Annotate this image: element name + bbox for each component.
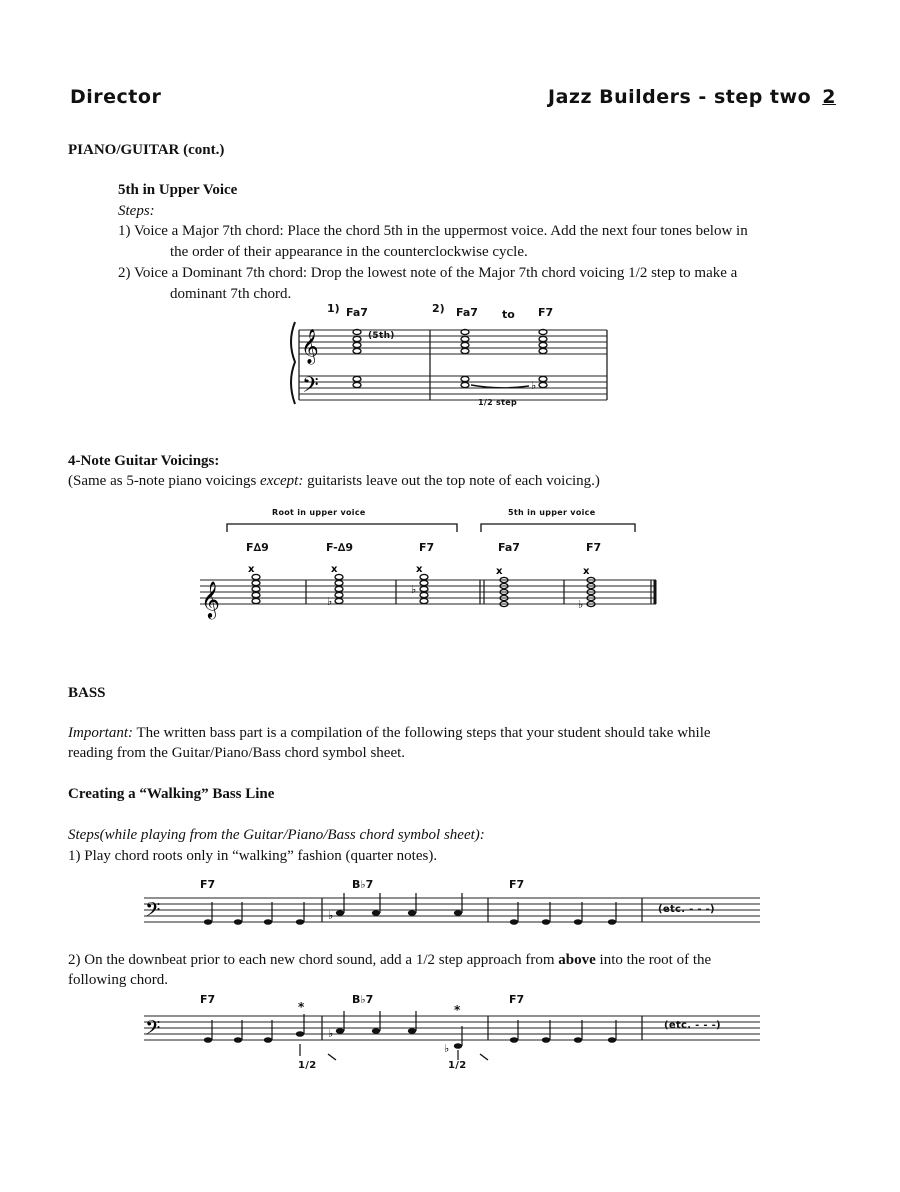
approach-arrow-1 bbox=[328, 1054, 336, 1060]
fifth-label: (5th) bbox=[368, 331, 395, 341]
guitar-chord-5: F7 bbox=[586, 541, 602, 554]
guitar-voicings-note bbox=[68, 471, 600, 492]
walking-step2-pre: 2) On the downbeat prior to each new chord sound, add a 1/2 step approach from bbox=[68, 952, 559, 968]
treble-staff-lines bbox=[299, 330, 607, 354]
guitar-chord-1: F∆9 bbox=[246, 541, 269, 554]
bass2-clef-icon: 𝄢 bbox=[145, 1016, 161, 1044]
bass1-chord-2: B♭7 bbox=[352, 878, 374, 891]
walking-bass-heading: Creating a “Walking” Bass Line bbox=[68, 786, 275, 802]
svg-text:x: x bbox=[496, 566, 503, 577]
header-left: Director bbox=[70, 86, 162, 108]
guitar-note-pre: (Same as 5-note piano voicings bbox=[68, 473, 261, 489]
bass1-measure-3-notes bbox=[510, 902, 616, 925]
bass-staff-lines bbox=[299, 376, 607, 400]
bass-staff-1 bbox=[142, 892, 764, 940]
bass2-chord-3: F7 bbox=[509, 993, 525, 1006]
piano-step1-line2: the order of their appearance in the counterclockwise cycle. bbox=[170, 244, 528, 260]
svg-text:♭: ♭ bbox=[328, 909, 334, 922]
walking-step2-post: into the root of the bbox=[595, 952, 712, 968]
bass2-etc: (etc. - - -) bbox=[664, 1020, 721, 1031]
bass1-staff-lines bbox=[144, 898, 760, 922]
steps-label: Steps: bbox=[118, 203, 155, 219]
svg-text:x: x bbox=[331, 564, 338, 575]
chord-symbol-fa7-a: Fa7 bbox=[346, 306, 368, 319]
example-number-2: 2) bbox=[432, 302, 445, 315]
approach-star-1: * bbox=[298, 1000, 305, 1014]
chord-3-treble-notes bbox=[539, 329, 547, 353]
approach-arrow-2 bbox=[480, 1054, 488, 1060]
bass-important-line1 bbox=[68, 723, 711, 744]
bass-clef-icon: 𝄢 bbox=[302, 373, 319, 403]
bass-heading: BASS bbox=[68, 685, 106, 701]
guitar-chord-3: F7 bbox=[419, 541, 435, 554]
staff-brace bbox=[291, 322, 295, 404]
walking-steps-label: Steps(while playing from the Guitar/Piano/Bass chord symbol sheet): bbox=[68, 827, 485, 843]
chord-symbol-fa7-b: Fa7 bbox=[456, 306, 478, 319]
voicing-brackets bbox=[225, 520, 645, 536]
chord-1-treble-notes bbox=[353, 329, 361, 353]
bass1-etc: (etc. - - -) bbox=[658, 904, 715, 915]
piano-step2-line2: dominant 7th chord. bbox=[170, 286, 292, 302]
piano-grand-staff bbox=[285, 318, 615, 410]
bass2-chord-1: F7 bbox=[200, 993, 216, 1006]
bass-important-label: Important: bbox=[68, 725, 133, 741]
half-step-label-2: 1/2 bbox=[448, 1060, 467, 1071]
piano-step2-line1: 2) Voice a Dominant 7th chord: Drop the lowest note of the Major 7th chord voicing 1/2 step to make a bbox=[118, 265, 738, 281]
bracket-fifth-upper bbox=[481, 524, 635, 532]
treble-clef-icon: 𝄞 bbox=[301, 329, 319, 364]
piano-step1-line1: 1) Voice a Major 7th chord: Place the chord 5th in the uppermost voice. Add the next four tones below in bbox=[118, 223, 748, 239]
svg-text:♭: ♭ bbox=[327, 595, 333, 608]
svg-text:x: x bbox=[583, 566, 590, 577]
chord-symbol-to: to bbox=[502, 308, 515, 321]
example-number-1: 1) bbox=[327, 302, 340, 315]
chord-3-bass-notes bbox=[531, 376, 547, 392]
svg-text:♭: ♭ bbox=[411, 583, 417, 596]
svg-text:♭: ♭ bbox=[444, 1042, 450, 1055]
walking-step2-line1 bbox=[68, 950, 711, 971]
half-step-label: 1/2 step bbox=[478, 398, 517, 407]
bass1-measure-2-notes bbox=[328, 893, 462, 922]
guitar-staff bbox=[196, 560, 662, 626]
bass2-staff-lines bbox=[144, 1016, 760, 1040]
chord-2-treble-notes bbox=[461, 329, 469, 353]
piano-heading: PIANO/GUITAR (cont.) bbox=[68, 142, 225, 158]
bass-important-text: The written bass part is a compilation of the following steps that your student should take while bbox=[133, 725, 711, 741]
bass1-chord-1: F7 bbox=[200, 878, 216, 891]
walking-step2-above: above bbox=[558, 952, 596, 968]
fifth-upper-voice-heading: 5th in Upper Voice bbox=[118, 182, 238, 198]
bass2-measure-2-notes bbox=[328, 1011, 462, 1060]
bass1-chord-3: F7 bbox=[509, 878, 525, 891]
bass1-measure-1-notes bbox=[204, 902, 304, 925]
bass2-measure-3-notes bbox=[510, 1020, 616, 1043]
bass-important-line2: reading from the Guitar/Piano/Bass chord symbol sheet. bbox=[68, 745, 406, 761]
guitar-voicings-heading: 4-Note Guitar Voicings: bbox=[68, 453, 220, 469]
svg-text:♭: ♭ bbox=[578, 598, 584, 611]
guitar-treble-clef-icon: 𝄞 bbox=[201, 580, 220, 618]
half-step-slide bbox=[471, 385, 529, 388]
bass1-clef-icon: 𝄢 bbox=[145, 898, 161, 926]
walking-step2-line2: following chord. bbox=[68, 972, 168, 988]
svg-text:x: x bbox=[416, 564, 423, 575]
chord-symbol-f7: F7 bbox=[538, 306, 554, 319]
half-step-label-1: 1/2 bbox=[298, 1060, 317, 1071]
svg-text:♭: ♭ bbox=[531, 379, 537, 392]
guitar-note-except: except: bbox=[260, 473, 304, 489]
bracket-root-upper bbox=[227, 524, 457, 532]
bass2-chord-2: B♭7 bbox=[352, 993, 374, 1006]
header-right bbox=[548, 86, 836, 108]
guitar-chord-2: F-∆9 bbox=[326, 541, 354, 554]
bracket-fifth-label: 5th in upper voice bbox=[508, 508, 596, 517]
bracket-root-label: Root in upper voice bbox=[272, 508, 366, 517]
bass-staff-2 bbox=[142, 1010, 764, 1068]
header-page-number: 2 bbox=[822, 86, 836, 108]
walking-step1: 1) Play chord roots only in “walking” fashion (quarter notes). bbox=[68, 848, 438, 864]
svg-text:♭: ♭ bbox=[328, 1027, 334, 1040]
header-right-title: Jazz Builders - step two bbox=[548, 86, 812, 108]
approach-star-2: * bbox=[454, 1003, 461, 1017]
guitar-note-post: guitarists leave out the top note of each voicing.) bbox=[303, 473, 600, 489]
svg-text:x: x bbox=[248, 564, 255, 575]
bass2-measure-1-notes bbox=[204, 1014, 304, 1056]
guitar-chord-4: Fa7 bbox=[498, 541, 520, 554]
